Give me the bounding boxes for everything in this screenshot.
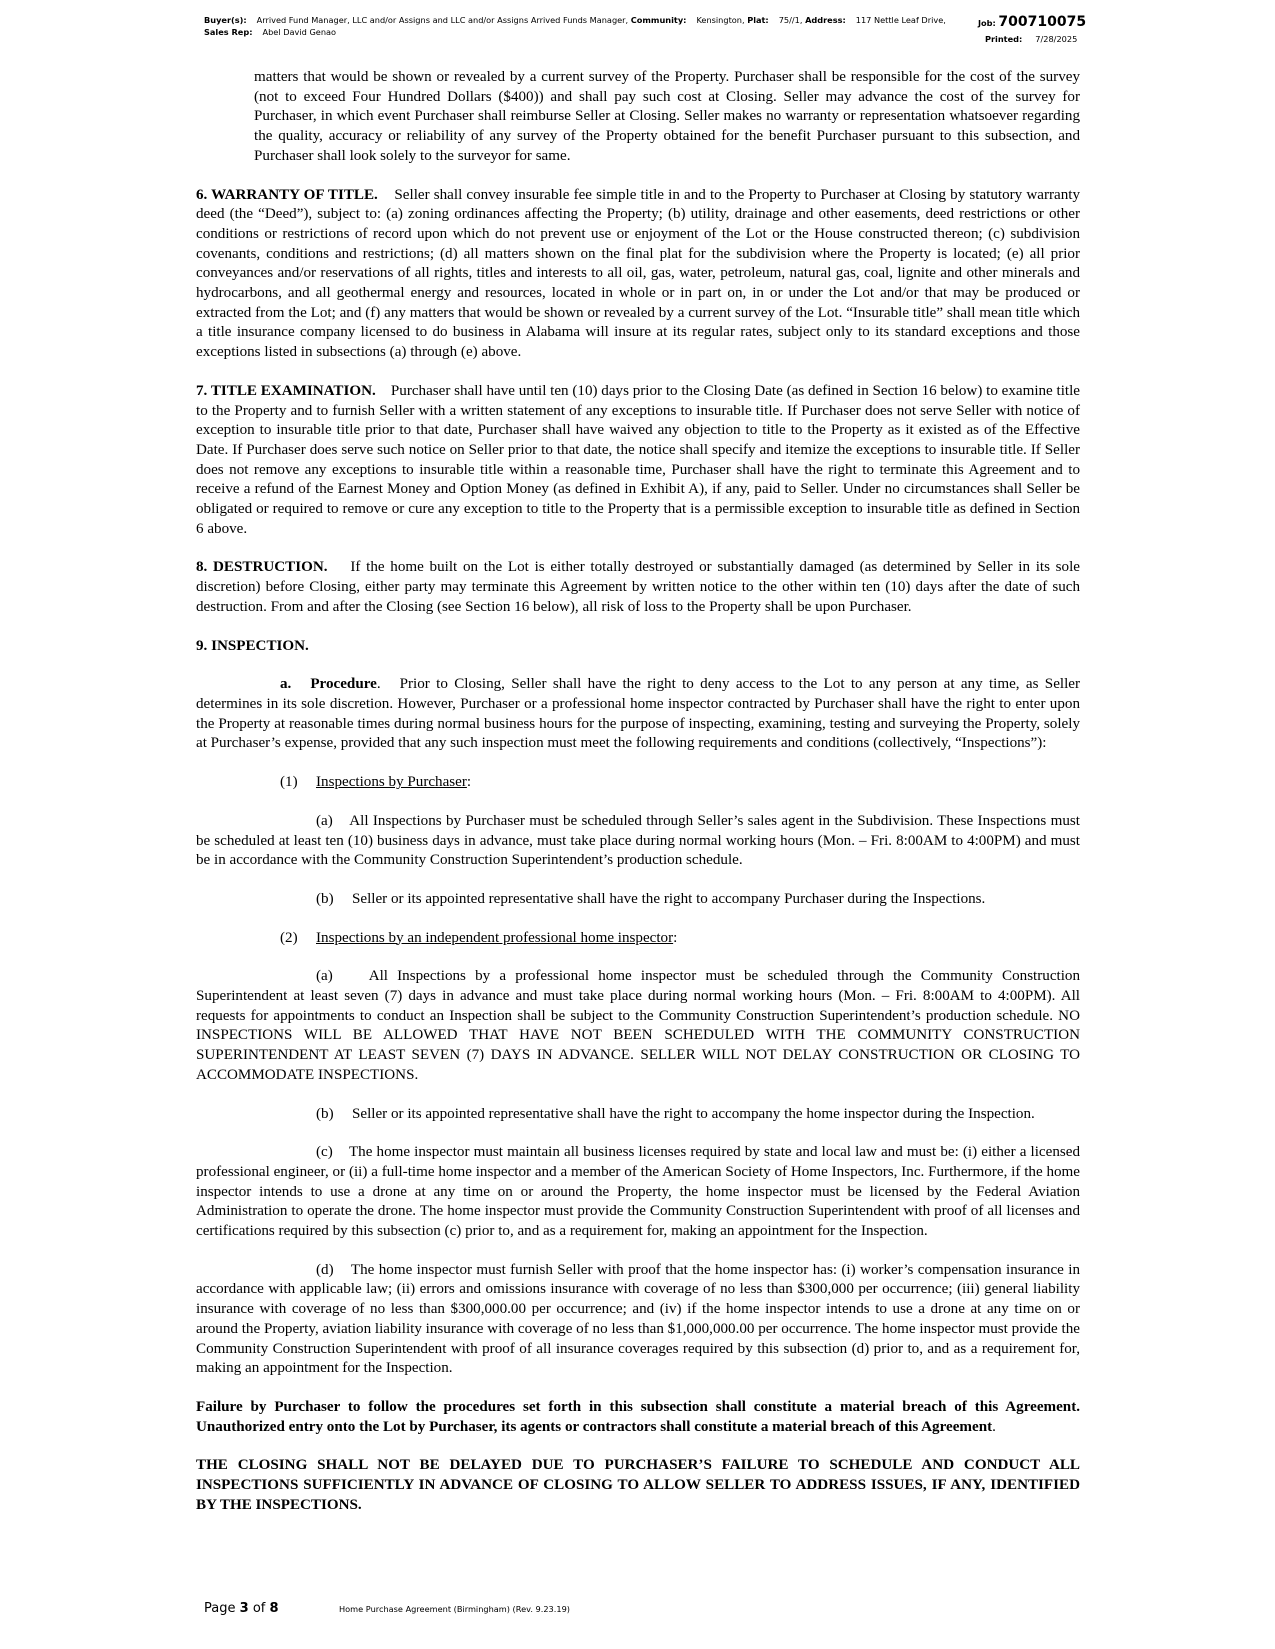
job-label: Job: (978, 18, 996, 28)
page-number (204, 1601, 279, 1616)
section-9-2b-label: (b) (316, 1105, 334, 1122)
section-9a-label: a. (280, 676, 292, 693)
section-9-2c (196, 1143, 1080, 1242)
section-7 (196, 382, 1080, 540)
section-9-title: 9. INSPECTION. (196, 637, 309, 654)
section-9-2a-label: (a) (316, 968, 333, 985)
printed-label: Printed: (985, 34, 1023, 44)
sales-rep-value: Abel David Genao (262, 27, 337, 37)
section-9-1a-text: All Inspections by Purchaser must be scheduled through Seller’s sales agent in the Subdivision. These Inspections must be scheduled at least ten (10) business days in advance, must take place during normal working hours (Mon. – Fri. 8:00AM to 4:00PM) and must be in accordance with the Community Construction Superintendent’s production schedule. (196, 812, 1080, 869)
closing-notice: THE CLOSING SHALL NOT BE DELAYED DUE TO PURCHASER’S FAILURE TO SCHEDULE AND CONDUCT ALL INSPECTIONS SUFFICIENTLY IN ADVANCE OF CLOSING TO ALLOW SELLER TO ADDRESS ISSUES, IF ANY, IDENTIFIED BY THE INSPECTIONS. (196, 1457, 1080, 1513)
page-current: 3 (239, 1601, 249, 1616)
section-9-1a-label: (a) (316, 812, 333, 829)
page-of: of (252, 1601, 266, 1616)
section-9-2c-label: (c) (316, 1144, 333, 1161)
section-9-2c-text: The home inspector must maintain all business licenses required by state and local law and must be: (i) either a licensed professional engineer, or (ii) a full-time home inspector and a member of the American Society of Home Inspectors, Inc. Furthermore, if the home inspector intends to use a drone at any time on or around the Property, the home inspector must be licensed by the Federal Aviation Administration to operate the drone. The home inspector must provide the Community Construction Superintendent with proof of all licenses and certifications required by this subsection (c) prior to, and as a requirement for, making an appointment for the Inspection. (196, 1144, 1080, 1240)
section-6-text: Seller shall convey insurable fee simple title in and to the Property to Purchaser at Closing by statutory warranty deed (the “Deed”), subject to: (a) zoning ordinances affecting the Property; (b) utility, drainage and other easements, deed restrictions or other conditions or restrictions of record upon which do not prevent use or enjoyment of the Lot or the House constructed thereon; (c) subdivision covenants, conditions and restrictions; (d) all matters shown on the final plat for the subdivision where the Property is located; (e) all prior conveyances and/or reservations of all rights, titles and interests to all oil, gas, water, petroleum, natural gas, coal, lignite and other minerals and hydrocarbons, and all geothermal energy and resources, located in whole or in part on, in or under the Lot and/or that may be produced or extracted from the Lot; and (f) any matters that would be shown or revealed by a current survey of the Lot. “Insurable title” shall mean title which a title insurance company licensed to do business in Alabama will insure at its regular rates, subject only to its standard exceptions and those exceptions listed in subsections (a) through (e) above. (196, 186, 1081, 361)
section-6 (196, 186, 1080, 363)
section-9-2-number: (2) (280, 929, 298, 946)
section-7-title: 7. TITLE EXAMINATION. (196, 382, 376, 399)
buyer-label: Buyer(s): (204, 15, 247, 25)
section-9-1-title: Inspections by Purchaser (316, 774, 467, 791)
failure-notice: Failure by Purchaser to follow the procedures set forth in this subsection shall constitute a material breach of this Agreement. Unauthorized entry onto the Lot by Purchaser, its agents or contractors shall constitute a material breach of this Agreement. (196, 1398, 1080, 1435)
section-9-2a (196, 967, 1080, 1085)
section-8-title: 8. DESTRUCTION. (196, 559, 328, 576)
printed-date: 7/28/2025 (1035, 34, 1078, 44)
section-9-1b-label: (b) (316, 890, 334, 907)
address-label: Address: (805, 15, 846, 25)
section-9-2: (2) Inspections by an independent professional home inspector: (196, 929, 1080, 949)
community-value: Kensington, (696, 15, 745, 25)
header-line-1 (204, 14, 1064, 26)
section-9a-text: Prior to Closing, Seller shall have the right to deny access to the Lot to any person at any time, as Seller determines in its sole discretion. However, Purchaser or a professional home inspector contracted by Purchaser shall have the right to enter upon the Property at reasonable times during normal business hours for the purpose of inspecting, examining, testing and surveying the Property, solely at Purchaser’s expense, provided that any such inspection must meet the following requirements and conditions (collectively, “Inspections”): (196, 676, 1081, 752)
section-9-1b-text: Seller or its appointed representative shall have the right to accompany Purchaser during the Inspections. (352, 890, 986, 907)
printed-date-block (985, 34, 1077, 44)
buyer-value: Arrived Fund Manager, LLC and/or Assigns and LLC and/or Assigns Arrived Funds Manager, (256, 15, 629, 25)
sales-rep-label: Sales Rep: (204, 27, 253, 37)
address-value: 117 Nettle Leaf Drive, (855, 15, 946, 25)
section-9-2b-text: Seller or its appointed representative shall have the right to accompany the home inspector during the Inspection. (352, 1105, 1035, 1122)
section-9-heading (196, 637, 1080, 657)
section-9-2a-text: All Inspections by a professional home inspector must be scheduled through the Community Construction Superintendent at least seven (7) days in advance and must take place during normal working hours (Mon. – Fri. 8:00AM to 4:00PM). All requests for appointments to conduct an Inspection shall be subject to the Community Construction Superintendent’s production schedule. NO INSPECTIONS WILL BE ALLOWED THAT HAVE NOT BEEN SCHEDULED WITH THE COMMUNITY CONSTRUCTION SUPERINTENDENT AT LEAST SEVEN (7) DAYS IN ADVANCE. SELLER WILL NOT DELAY CONSTRUCTION OR CLOSING TO ACCOMMODATE INSPECTIONS. (196, 968, 1081, 1083)
section-9-1a (196, 812, 1080, 871)
section-9a: a. Procedure. Prior to Closing, Seller shall have the right to deny access to the Lot to any person at any time, as Seller determines in its sole discretion. However, Purchaser or a professional home inspector contracted by Purchaser shall have the right to enter upon the Property at reasonable times during normal business hours for the purpose of inspecting, examining, testing and surveying the Property, solely at Purchaser’s expense, provided that any such inspection must meet the following requirements and conditions (collectively, “Inspections”): (196, 676, 1081, 752)
job-number: 700710075 (998, 14, 1087, 30)
section-9-1-number: (1) (280, 774, 298, 791)
section-9-1b (196, 890, 1080, 910)
community-label: Community: (630, 15, 687, 25)
page-header (204, 14, 1064, 38)
section-6-title: 6. WARRANTY OF TITLE. (196, 186, 378, 203)
failure-notice-text: Failure by Purchaser to follow the procedures set forth in this subsection shall constitute a material breach of this Agreement. Unauthorized entry onto the Lot by Purchaser, its agents or contractors shall constitute a material breach of this Agreement (196, 1398, 1080, 1435)
section-8 (196, 558, 1080, 617)
document-body (196, 68, 1080, 1534)
section-9-2d-label: (d) (316, 1261, 334, 1278)
section-8-text: If the home built on the Lot is either totally destroyed or substantially damaged (as determined by Seller in its sole discretion) before Closing, either party may terminate this Agreement by written notice to the other within ten (10) days after the date of such destruction. From and after the Closing (see Section 16 below), all risk of loss to the Property shall be upon Purchaser. (196, 559, 1080, 615)
section-9a-title: Procedure (310, 676, 377, 693)
job-number-block (978, 14, 1086, 30)
header-line-2 (204, 26, 1064, 38)
section-9-2-title: Inspections by an independent professional home inspector (316, 929, 674, 946)
plat-label: Plat: (747, 15, 769, 25)
plat-value: 75//1, (778, 15, 803, 25)
section-9-1: (1) Inspections by Purchaser: (196, 773, 1080, 793)
section-9-2d-text: The home inspector must furnish Seller with proof that the home inspector has: (i) worker’s compensation insurance in accordance with applicable law; (ii) errors and omissions insurance with coverage of no less than $300,000 per occurrence; (iii) general liability insurance with coverage of no less than $300,000.00 per occurrence; and (iv) if the home inspector intends to use a drone at any time on or around the Property, aviation liability insurance with coverage of no less than $1,000,000.00 per occurrence. The home inspector must provide the Community Construction Superintendent with proof of all insurance coverages required by this subsection (d) prior to, and as a requirement for, making an appointment for the Inspection. (196, 1261, 1080, 1377)
page-word: Page (204, 1601, 236, 1616)
document-title-footer: Home Purchase Agreement (Birmingham) (Rev. 9.23.19) (339, 1604, 570, 1614)
section-9-2d (196, 1261, 1080, 1379)
page-total: 8 (269, 1601, 279, 1616)
section-5-continuation: matters that would be shown or revealed by a current survey of the Property. Purchaser shall be responsible for the cost of the survey (not to exceed Four Hundred Dollars ($400)) and shall pay such cost at Closing. Seller may advance the cost of the survey for Purchaser, in which event Purchaser shall reimburse Seller at Closing. Seller makes no warranty or representation whatsoever regarding the quality, accuracy or reliability of any survey of the Property obtained for the benefit Purchaser pursuant to this subsection, and Purchaser shall look solely to the surveyor for same. (254, 69, 1080, 164)
section-9-2b (196, 1105, 1080, 1125)
section-7-text: Purchaser shall have until ten (10) days prior to the Closing Date (as defined in Section 16 below) to examine title to the Property and to furnish Seller with a written statement of any exceptions to insurable title. If Purchaser does not serve Seller with notice of exception to insurable title prior to that date, Purchaser shall have waived any objection to title to the Property as it existed as of the Effective Date. If Purchaser does serve such notice on Seller prior to that date, the notice shall specify and itemize the exceptions to insurable title. If Seller does not remove any exceptions to insurable title within a reasonable time, Purchaser shall have the right to terminate this Agreement and to receive a refund of the Earnest Money and Option Money (as defined in Exhibit A), if any, paid to Seller. Under no circumstances shall Seller be obligated or required to remove or cure any exception to title to the Property that is a permissible exception to insurable title as defined in Section 6 above. (196, 382, 1081, 537)
